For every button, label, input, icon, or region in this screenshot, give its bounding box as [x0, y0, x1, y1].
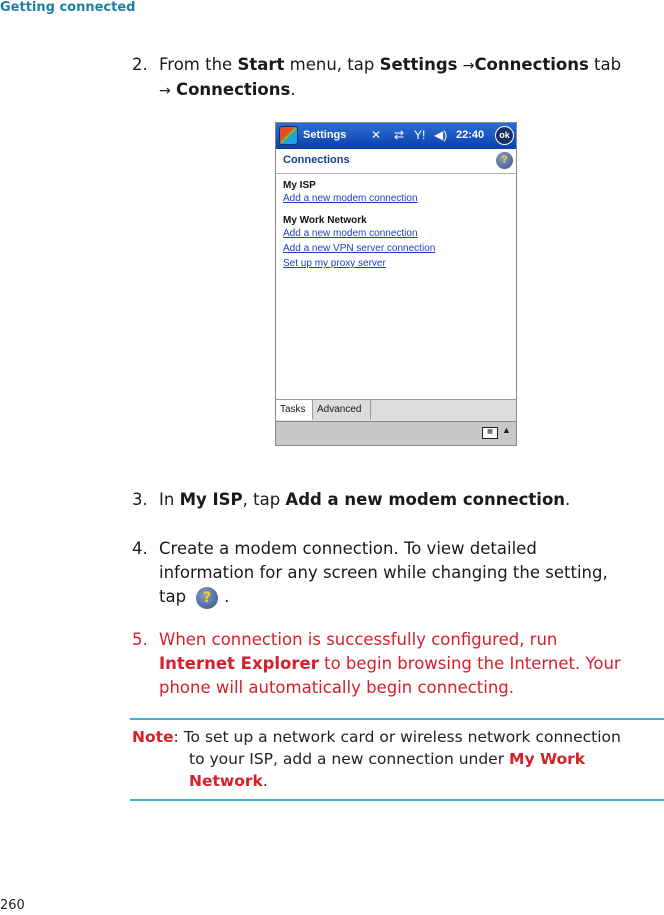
- punctuation: .: [262, 772, 268, 790]
- step-3: [132, 488, 662, 512]
- tab-advanced[interactable]: Advanced: [313, 400, 371, 420]
- volume-icon[interactable]: ◀): [434, 128, 448, 142]
- device-screenshot: [275, 122, 517, 446]
- group-title-my-work-network: My Work Network: [283, 215, 367, 226]
- settings-term: Settings: [379, 55, 458, 74]
- step-2: [132, 53, 662, 103]
- data-connection-icon[interactable]: ⇄: [394, 128, 405, 142]
- link-proxy-server[interactable]: Set up my proxy server: [283, 258, 386, 269]
- step-text: In: [159, 490, 180, 509]
- step-text: information for any screen while changing the setting,: [159, 563, 608, 582]
- internet-explorer-term: Internet Explorer: [159, 654, 319, 673]
- note-text: to your ISP, add a new connection under: [189, 750, 510, 768]
- step-text: , tap: [242, 490, 286, 509]
- note-text: : To set up a network card or wireless network connection: [173, 728, 621, 746]
- divider: [130, 799, 664, 801]
- step-5: [132, 628, 662, 700]
- tab-strip: [276, 399, 516, 422]
- menu-bar: [276, 421, 516, 446]
- group-title-my-isp: My ISP: [283, 180, 316, 191]
- keyboard-icon[interactable]: ▦: [482, 427, 498, 439]
- clock[interactable]: 22:40: [456, 129, 485, 141]
- section-title: Connections: [283, 154, 350, 166]
- step-number: 2.: [132, 55, 148, 74]
- note-block: [132, 726, 662, 792]
- link-add-vpn[interactable]: Add a new VPN server connection: [283, 243, 436, 254]
- window-title: Settings: [303, 129, 347, 141]
- link-add-modem-isp[interactable]: Add a new modem connection: [283, 193, 418, 204]
- step-text: to begin browsing the Internet. Your: [318, 654, 621, 673]
- note-continuation: [189, 748, 662, 792]
- tab-tasks[interactable]: Tasks: [276, 400, 313, 420]
- signal-icon[interactable]: Y!: [414, 128, 426, 142]
- my-isp-term: My ISP: [179, 490, 243, 509]
- my-work-network-term: My Work: [509, 750, 586, 768]
- step-text: Create a modem connection. To view detailed: [159, 539, 537, 558]
- link-add-modem-work[interactable]: Add a new modem connection: [283, 228, 418, 239]
- section-header: Getting connected: [0, 0, 136, 15]
- start-term: Start: [237, 55, 285, 74]
- connectivity-icon[interactable]: ✕: [371, 128, 382, 142]
- windows-start-icon[interactable]: [279, 126, 298, 145]
- step-4: [132, 537, 662, 609]
- step-text: From the: [159, 55, 238, 74]
- title-bar: [276, 123, 516, 149]
- step-number: 5.: [132, 630, 148, 649]
- step-text: phone will automatically begin connecting.: [159, 678, 515, 697]
- add-modem-term: Add a new modem connection: [285, 490, 566, 509]
- step-text: When connection is successfully configured, run: [159, 630, 558, 649]
- page-number: 260: [0, 898, 25, 913]
- my-work-network-term: Network: [189, 772, 263, 790]
- connections-tab-term: Connections: [474, 55, 589, 74]
- divider: [130, 718, 664, 720]
- ok-button[interactable]: ok: [495, 126, 514, 145]
- arrow-icon: →: [462, 58, 475, 74]
- connections-term: Connections: [175, 80, 291, 99]
- step-text: menu, tap: [284, 55, 380, 74]
- connections-header: [276, 149, 516, 174]
- punctuation: .: [224, 587, 230, 606]
- step-number: 4.: [132, 539, 148, 558]
- up-arrow-icon[interactable]: ▲: [502, 425, 511, 435]
- step-number: 3.: [132, 490, 148, 509]
- punctuation: .: [565, 490, 571, 509]
- note-label: Note: [132, 728, 174, 746]
- step-text: tap: [159, 587, 187, 606]
- help-icon[interactable]: ?: [496, 152, 513, 169]
- punctuation: .: [290, 80, 296, 99]
- step-text: tab: [588, 55, 622, 74]
- help-icon: ?: [196, 587, 218, 609]
- arrow-icon: →: [159, 83, 171, 99]
